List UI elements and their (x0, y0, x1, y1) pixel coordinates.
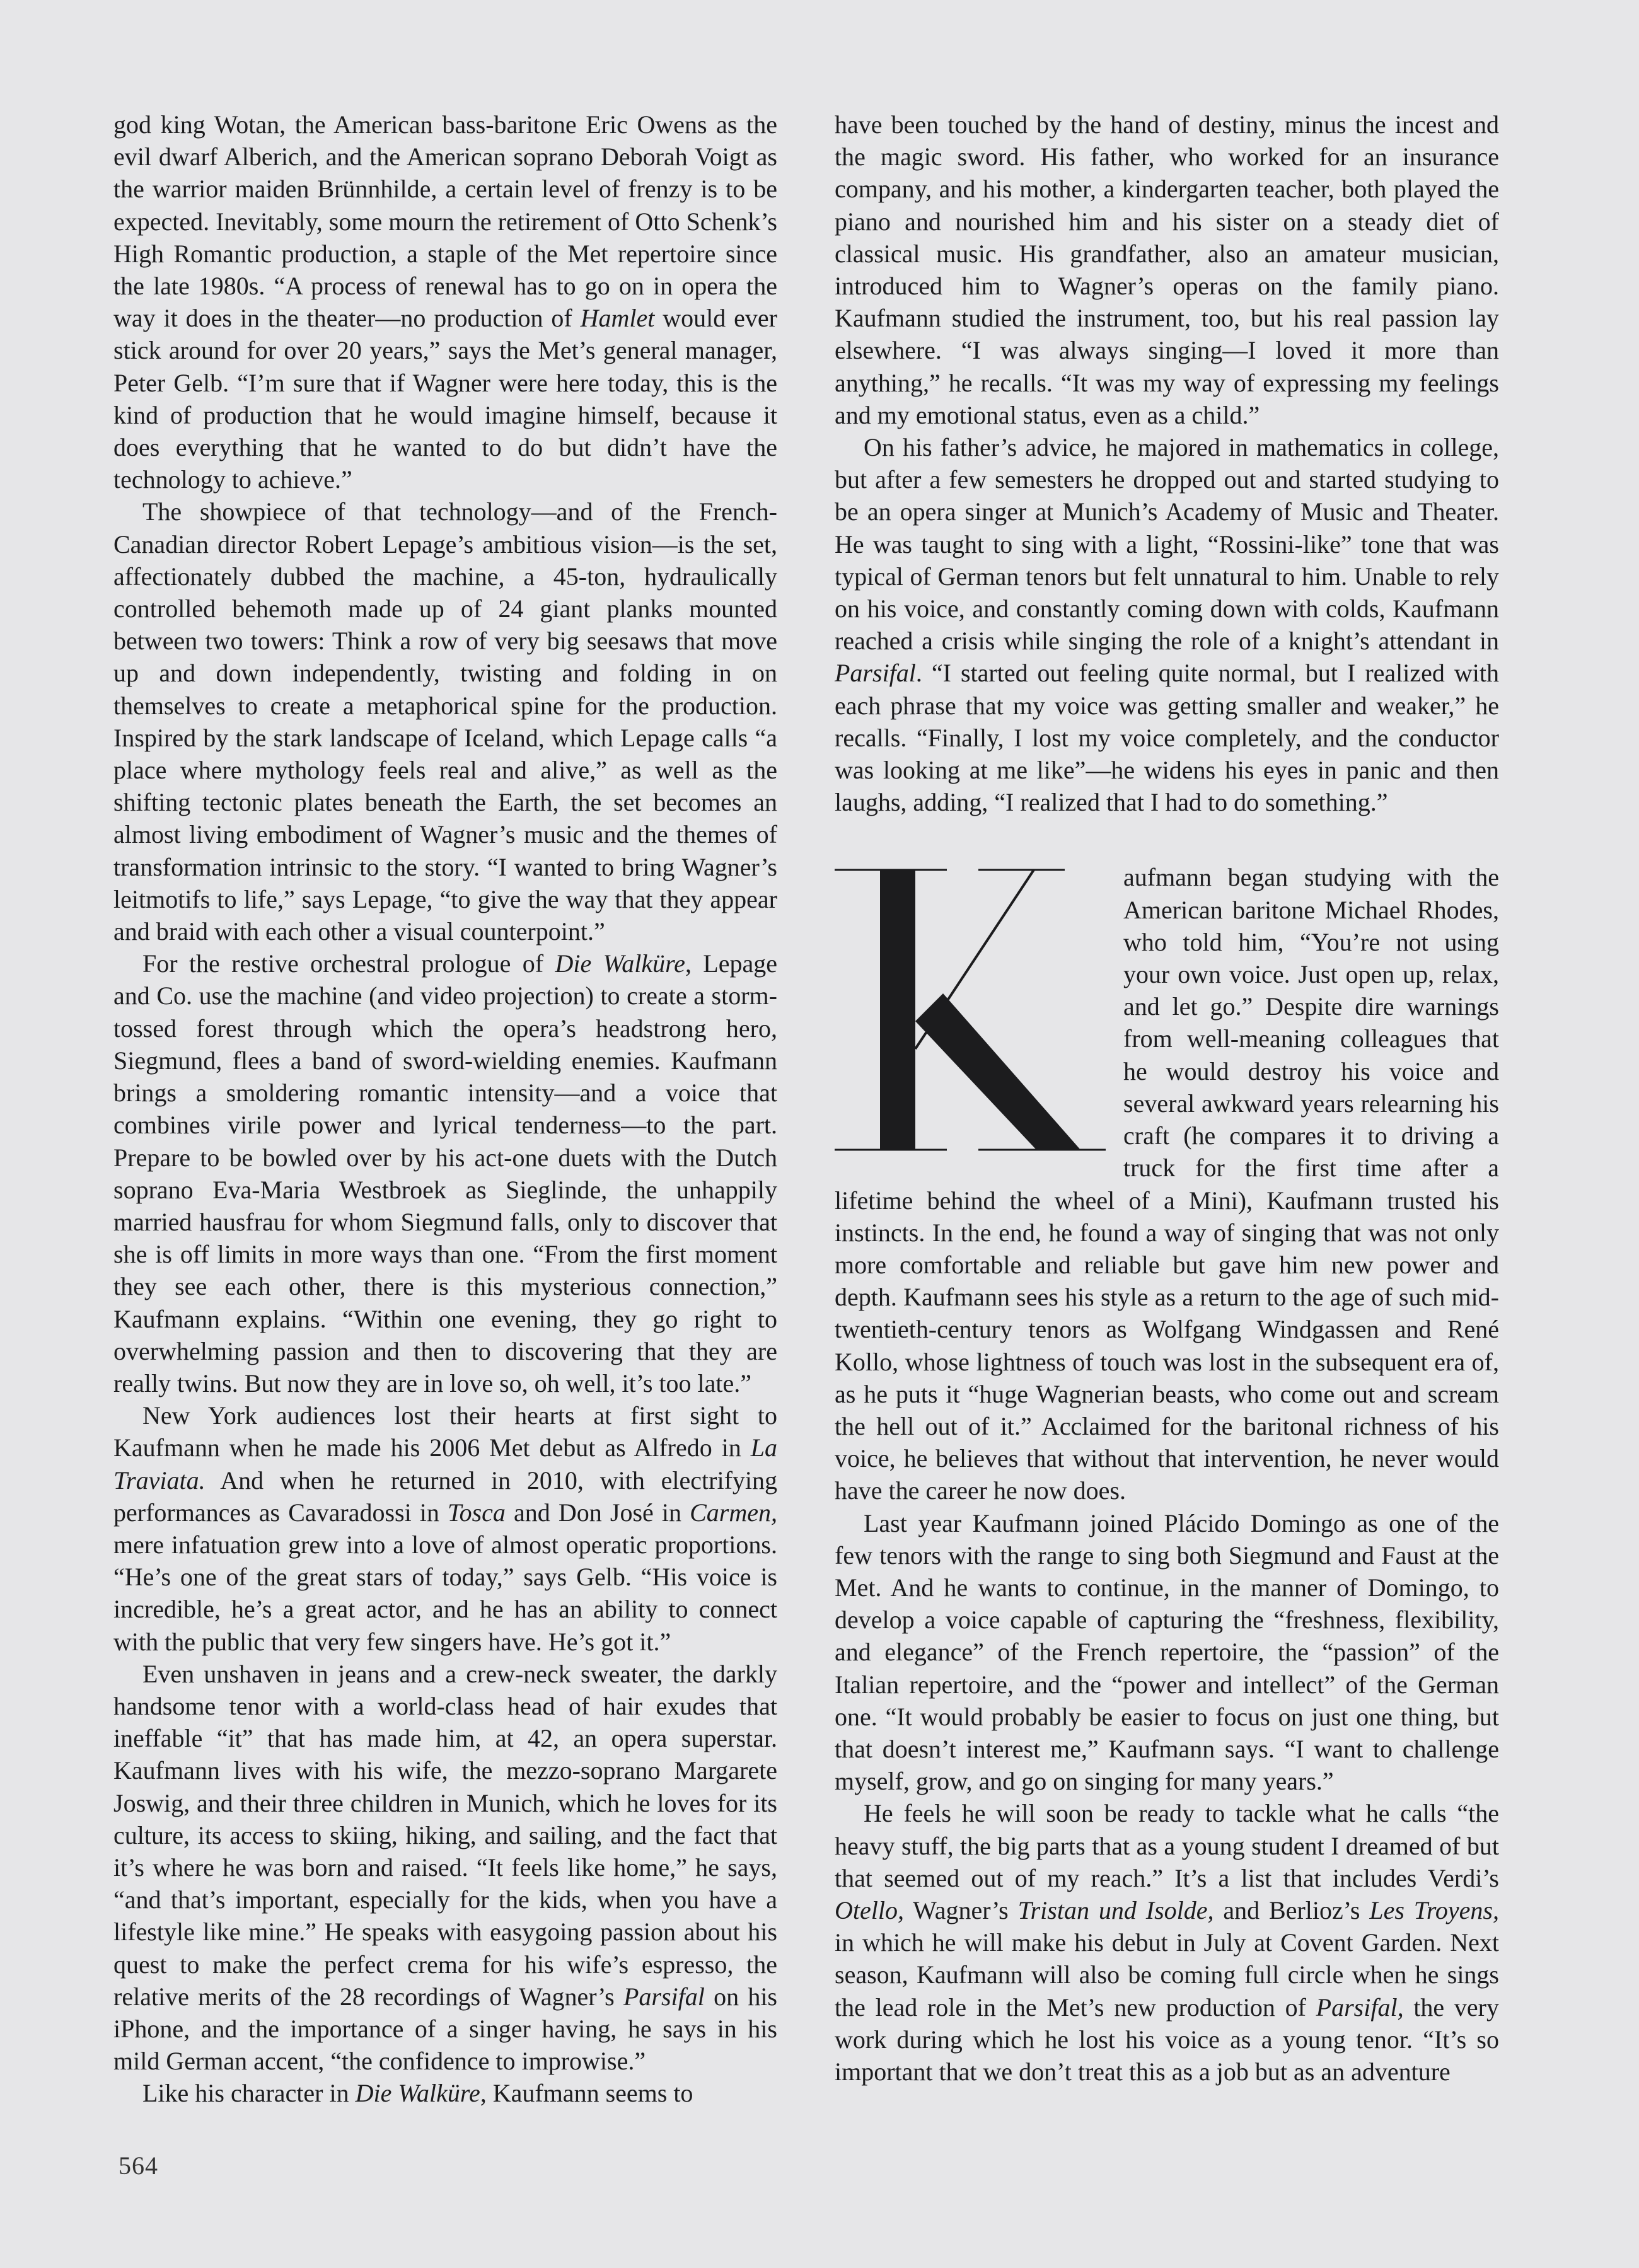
text-run: Like his character in (142, 2079, 356, 2108)
text-run: He feels he will soon be ready to tackle what he calls “the heavy stuff, the big parts that as a young student I dreamed of but that seemed out of my reach.” It’s a list that includes Verdi’s (835, 1799, 1499, 1892)
article-paragraph (835, 431, 1499, 818)
drop-cap (835, 865, 1106, 1155)
text-run: on his iPhone, and the importance of a singer having, he says in his mild German accent, “the confidence to improwise.” (113, 1982, 777, 2076)
italic-title: Parsifal (623, 1982, 705, 2011)
section-break (835, 818, 1499, 861)
italic-title: Otello, (835, 1895, 904, 1924)
text-run: The showpiece of that technology—and of the French-Canadian director Robert Lepage’s ambitious vision—is the set, affectionately dubbed the machine, a 45-ton, hydraulically controlled behemoth made up of 24 giant planks mounted between two towers: Think a row of very big seesaws that move up and down independently, twisting and folding in on themselves to create a metaphorical spine for the production. Inspired by the stark landscape of Iceland, which Lepage calls “a place where mythology feels real and alive,” as well as the shifting tectonic plates beneath the Earth, the set becomes an almost living embodiment of Wagner’s music and the themes of transformation intrinsic to the story. “I wanted to bring Wagner’s leitmotifs to life,” says Lepage, “to give the way that they appear and braid with each other a visual counterpoint.” (113, 497, 777, 946)
article-column-right (835, 108, 1499, 2088)
text-run: . “I started out feeling quite normal, but I realized with each phrase that my voice was getting smaller and weaker,” he recalls. “Finally, I lost my voice completely, and the conductor was looking at me like”—he widens his eyes in panic and then laughs, adding, “I realized that I had to do something.” (835, 659, 1499, 817)
article-paragraph (835, 108, 1499, 431)
text-run: the very work during which he lost his voice as a young tenor. “It’s so important that we don’t treat this as a job but as an adventure (835, 1993, 1499, 2086)
italic-title: Tosca (448, 1498, 506, 1527)
italic-title: Les Troyens, (1369, 1895, 1499, 1924)
article-paragraph (835, 1797, 1499, 2088)
article-paragraph (113, 2077, 777, 2109)
article-paragraph (113, 1399, 777, 1658)
text-run: god king Wotan, the American bass-baritone Eric Owens as the evil dwarf Alberich, and the American soprano Deborah Voigt as the warrior maiden Brünnhilde, a certain level of frenzy is to be expected. Inevitably, some mourn the retirement of Otto Schenk’s High Romantic production, a staple of the Met repertoire since the late 1980s. “A process of renewal has to go on in opera the way it does in the theater—no production of (113, 110, 777, 333)
italic-title: Parsifal, (1316, 1993, 1404, 2022)
drop-cap-letter-k (835, 865, 1106, 1155)
page-number: 564 (119, 2151, 158, 2180)
article-paragraph (113, 108, 777, 495)
italic-title: Die Walküre (555, 949, 685, 978)
text-run: , Lepage and Co. use the machine (and video projection) to create a storm-tossed forest through which the opera’s headstrong hero, Siegmund, flees a band of sword-wielding enemies. Kaufmann brings a smoldering romantic intensity—and a voice that combines virile power and lyrical tenderness—to the part. Prepare to be bowled over by his act-one duets with the Dutch soprano Eva-Maria Westbroek as Sieglinde, the unhappily married hausfrau for whom Siegmund falls, only to discover that she is off limits in more ways than one. “From the first moment they see each other, there is this mysterious connection,” Kaufmann explains. “Within one evening, they go right to overwhelming passion and then to discovering that they are really twins. But now they are in love so, oh well, it’s too late.” (113, 949, 777, 1397)
text-run: Even unshaven in jeans and a crew-neck sweater, the darkly handsome tenor with a world-class head of hair exudes that ineffable “it” that has made him, at 42, an opera superstar. Kaufmann lives with his wife, the mezzo-soprano Margarete Joswig, and their three children in Munich, which he loves for its culture, its access to skiing, hiking, and sailing, and the fact that it’s where he was born and raised. “It feels like home,” he says, “and that’s important, especially for the kids, when you have a lifestyle like mine.” He speaks with easygoing passion about his quest to make the perfect crema for his wife’s espresso, the relative merits of the 28 recordings of Wagner’s (113, 1659, 777, 2011)
text-run: and Don José in (505, 1498, 690, 1527)
text-run: Kaufmann seems to (486, 2079, 693, 2108)
italic-title: Hamlet (580, 304, 655, 333)
italic-title: Parsifal (835, 659, 916, 688)
article-paragraph (113, 1658, 777, 2078)
text-run: Wagner’s (903, 1895, 1018, 1924)
text-run: have been touched by the hand of destiny, minus the incest and the magic sword. His father, who worked for an insurance company, and his mother, a kindergarten teacher, both played the piano and nourished him and his sister on a steady diet of classical music. His grandfather, also an amateur musician, introduced him to Wagner’s operas on the family piano. Kaufmann studied the instrument, too, but his real passion lay elsewhere. “I was always singing—I loved it more than anything,” he recalls. “It was my way of expressing my feelings and my emotional status, even as a child.” (835, 110, 1499, 429)
article-paragraph (113, 495, 777, 947)
article-paragraph (113, 947, 777, 1399)
text-run: On his father’s advice, he majored in mathematics in college, but after a few semesters he dropped out and started studying to be an opera singer at Munich’s Academy of Music and Theater. He was taught to sing with a light, “Rossini-like” tone that was typical of German tenors but felt unnatural to him. Unable to rely on his voice, and constantly coming down with colds, Kaufmann reached a crisis while singing the role of a knight’s attendant in (835, 433, 1499, 656)
text-run: And when he returned in 2010, with electrifying performances as Cavaradossi in (113, 1466, 777, 1527)
italic-title: Carmen, (690, 1498, 777, 1527)
article-right-bottom (835, 861, 1499, 2088)
italic-title: Tristan und Isolde, (1017, 1895, 1214, 1924)
text-run: aufmann began studying with the American baritone Michael Rhodes, who told him, “You’re not using your own voice. Just open up, relax, and let go.” Despite dire warnings from well-meaning colleagues that he would destroy his voice and several awkward years relearning his craft (he compares it to driving a truck for the first time after a lifetime behind the wheel of a Mini), Kaufmann trusted his instincts. In the end, he found a way of singing that was not only more comfortable and reliable but gave him new power and depth. Kaufmann sees his style as a return to the age of such mid-twentieth-century tenors as Wolfgang Windgassen and René Kollo, whose lightness of touch was lost in the subsequent era of, as he puts it “huge Wagnerian beasts, who come out and scream the hell out of it.” Acclaimed for the baritonal richness of his voice, he believes that without that intervention, he never would have the career he now does. (835, 863, 1499, 1505)
text-run: For the restive orchestral prologue of (142, 949, 555, 978)
article-paragraph (835, 1507, 1499, 1798)
text-run: Last year Kaufmann joined Plácido Domingo as one of the few tenors with the range to sing both Siegmund and Faust at the Met. And he wants to continue, in the manner of Domingo, to develop a voice capable of capturing the “freshness, flexibility, and elegance” of the French repertoire, the “passion” of the Italian repertoire, and the “power and intellect” of the German one. “It would probably be easier to focus on just one thing, but that doesn’t interest me,” Kaufmann says. “I want to challenge myself, grow, and go on singing for many years.” (835, 1508, 1499, 1796)
article-column-left (113, 108, 777, 2110)
text-run: mere infatuation grew into a love of almost operatic proportions. “He’s one of the great stars of today,” says Gelb. “His voice is incredible, he’s a great actor, and he has an ability to connect with the public that very few singers have. He’s got it.” (113, 1530, 777, 1656)
text-run: New York audiences lost their hearts at first sight to Kaufmann when he made his 2006 Met debut as Alfredo in (113, 1401, 777, 1462)
text-run: and Berlioz’s (1213, 1895, 1370, 1924)
italic-title: La Traviata. (113, 1433, 777, 1495)
italic-title: Die Walküre, (355, 2079, 487, 2108)
text-run: in which he will make his debut in July at Covent Garden. Next season, Kaufmann will also be coming full circle when he sings the lead role in the Met’s new production of (835, 1928, 1499, 2022)
article-right-top (835, 108, 1499, 818)
text-run: would ever stick around for over 20 years,” says the Met’s general manager, Peter Gelb. “I’m sure that if Wagner were here today, this is the kind of production that he would imagine himself, because it does everything that he wanted to do but didn’t have the technology to achieve.” (113, 304, 777, 494)
